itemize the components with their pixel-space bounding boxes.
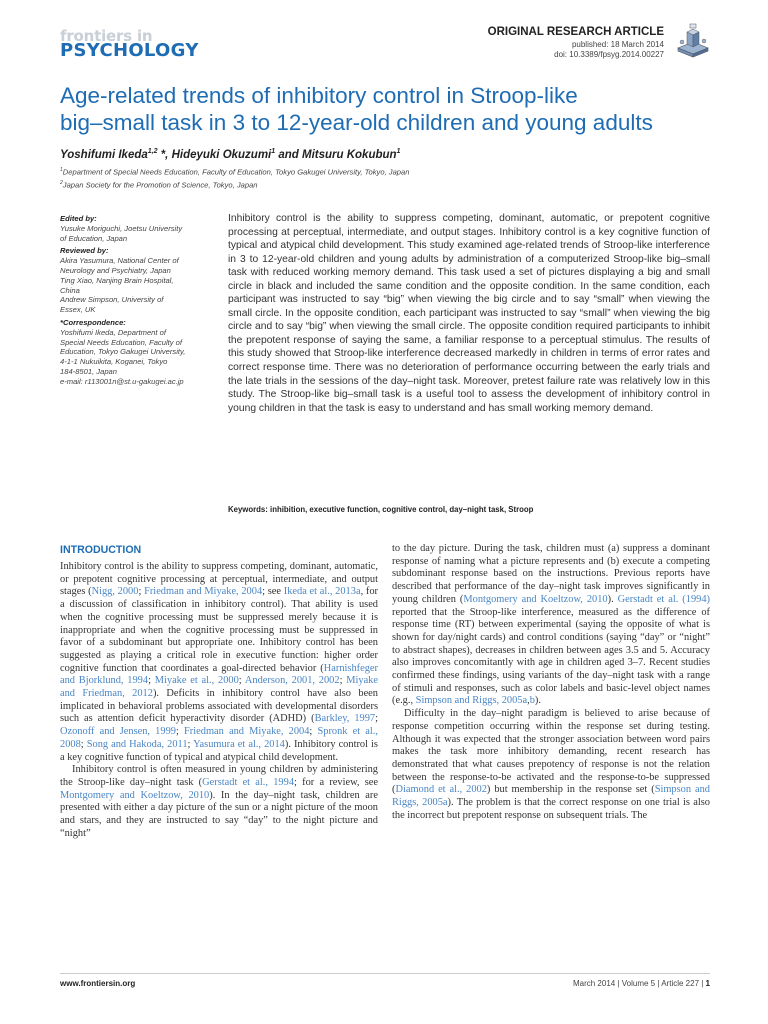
- page-number: 1: [705, 979, 710, 988]
- article-type: ORIGINAL RESEARCH ARTICLE: [487, 26, 664, 38]
- affiliation-2-text: Japan Society for the Promotion of Science, Tokyo, Japan: [62, 180, 258, 190]
- title-line-2: big–small task in 3 to 12-year-old children and young adults: [60, 110, 653, 135]
- abstract-text: Inhibitory control is the ability to suppress competing, dominant, automatic, or prepotent cognitive processing at perceptual, intermediate, and output stages. Inhibitory control is a key cognitive function of typical and atypical child development. This study examined age-related trends of Stroop-like interference in 3 to 12-year-old children and young adults by administration of a computerized Stroop-like big–small task with reduced working memory demand. This task used a set of pictures displaying a big and small circle in black and included the same condition and the opposite condition. In the same condition, each participant was instructed to say “big” when viewing the big circle and to say “small” when viewing the small circle. In the opposite condition, each participant was instructed to say “small” when viewing the big circle and to say “big” when viewing the small circle. The opposite condition required participants to inhibit the prepotent response of saying the same, a familiar response to a perceptual stimulus. The results of this study showed that Stroop-like interference decreased markedly in children in terms of error rates and correct response time. There was no deterioration of performance occurring between the early trials and the late trials in the sessions of the day–night task. Moreover, pretest failure rate was relatively low in this study. The Stroop-like big–small task is a useful tool to assess the development of inhibitory control in young children in that the task is easy to understand and has small working memory demand.: [228, 213, 710, 414]
- editor-line: Yusuke Moriguchi, Joetsu University: [60, 223, 183, 233]
- affiliation-1-num: 1: [60, 167, 63, 173]
- citation-link[interactable]: Yasumura et al., 2014: [193, 738, 285, 750]
- journal-logo-name: PSYCHOLOGY: [60, 40, 199, 61]
- keywords: Keywords: inhibition, executive function, cognitive control, day–night task, Stroop: [228, 505, 534, 514]
- editor-line: of Education, Japan: [60, 233, 128, 243]
- citation-link[interactable]: Montgomery and Koeltzow, 2010: [463, 593, 608, 605]
- reviewer-line: Andrew Simpson, University of: [60, 295, 164, 305]
- body-column-left: [60, 561, 378, 840]
- correspondence-line: 4-1-1 Nukuikita, Koganei, Tokyo: [60, 357, 168, 367]
- citation-link[interactable]: Diamond et al., 2002: [395, 784, 487, 796]
- article-title: [60, 82, 720, 136]
- publication-info: [554, 40, 664, 60]
- author-ikeda[interactable]: Yoshifumi Ikeda: [60, 148, 148, 161]
- citation-link[interactable]: Anderson, 2001, 2002: [244, 675, 340, 687]
- paragraph: Inhibitory control is often measured in young children by administering the Stroop-like day–night task (Gerstadt et al., 1994; for a review, see Montgomery and Koeltzow, 2010). In the day–night task, children are presented with either a day picture of the sun or a night picture of the moon and stars, and they are instructed to say “day” to the night picture and “night”: [60, 764, 379, 839]
- doi: doi: 10.3389/fpsyg.2014.00227: [554, 50, 664, 59]
- citation-link[interactable]: Montgomery and Koeltzow, 2010: [60, 789, 210, 801]
- citation-link[interactable]: Friedman and Miyake, 2004: [184, 726, 310, 738]
- citation-link[interactable]: Miyake and Friedman, 2012: [60, 675, 378, 700]
- footer-divider: [60, 973, 710, 974]
- citation-link[interactable]: Ikeda et al., 2013a: [283, 586, 361, 598]
- correspondence-email[interactable]: e-mail: r113001n@st.u-gakugei.ac.jp: [60, 376, 184, 386]
- citation-link[interactable]: Barkley, 1997: [314, 713, 376, 725]
- journal-cube-icon: [674, 22, 712, 58]
- corresponding-mark: *,: [157, 148, 172, 161]
- title-line-1: Age-related trends of inhibitory control in Stroop-like: [60, 83, 578, 108]
- correspondence-line: 184-8501, Japan: [60, 366, 118, 376]
- affiliation-1-text: Department of Special Needs Education, Faculty of Education, Tokyo Gakugei University, Tokyo, Japan: [62, 167, 410, 177]
- citation-link[interactable]: Gerstadt et al. (1994): [617, 593, 710, 605]
- author-ikeda-affil: 1,2: [147, 148, 158, 155]
- paragraph: Inhibitory control is the ability to suppress competing, dominant, automatic, or prepotent cognitive processing at perceptual, intermediate, and output stages (Nigg, 2000; Friedman and Miyake, 2004; see Ikeda et al., 2013a, for a discussion of classification in inhibitory control). That ability is used when the cognitive processing must be suppressed merely because it is inappropriate and when the cognitive processing must be suppressed in favor of a subdominant but appropriate one. Inhibitory control has been suggested as playing a critical role in executive function: higher order cognitive function that coordinates a goal-directed behavior (Harnishfeger and Bjorklund, 1994; Miyake et al., 2000; Anderson, 2001, 2002; Miyake and Friedman, 2012). Deficits in inhibitory control have also been implicated in behavioral problems associated with developmental disorders such as attention deficit hyperactivity disorder (ADHD) (Barkley, 1997; Ozonoff and Jensen, 1999; Friedman and Miyake, 2004; Spronk et al., 2008; Song and Hakoda, 2011; Yasumura et al., 2014). Inhibitory control is a key cognitive function of typical and atypical child development.: [60, 561, 379, 763]
- citation-link[interactable]: Song and Hakoda, 2011: [86, 738, 188, 750]
- affiliation-1: [60, 167, 409, 177]
- reviewer-line: China: [60, 285, 80, 295]
- reviewer-line: Akira Yasumura, National Center of: [60, 256, 179, 266]
- reviewer-line: Neurology and Psychiatry, Japan: [60, 265, 171, 275]
- citation-link[interactable]: Simpson and Riggs, 2005a: [392, 784, 710, 809]
- citation-link[interactable]: Simpson and Riggs, 2005a: [415, 695, 528, 707]
- author-list: [60, 148, 400, 161]
- footer-volume: Volume 5: [621, 979, 656, 988]
- author-okuzumi[interactable]: Hideyuki Okuzumi: [171, 148, 272, 161]
- author-kokubun[interactable]: Mitsuru Kokubun: [302, 148, 397, 161]
- footer-article: Article 227: [661, 979, 700, 988]
- footer-website-link[interactable]: www.frontiersin.org: [60, 979, 136, 988]
- citation-link[interactable]: b: [529, 695, 535, 707]
- author-kokubun-affil: 1: [396, 148, 401, 155]
- citation-link[interactable]: Gerstadt et al., 1994: [202, 776, 295, 788]
- citation-link[interactable]: Spronk et al., 2008: [60, 726, 378, 750]
- footer-citation: March 2014 | Volume 5 | Article 227 | 1: [572, 979, 710, 988]
- correspondence-line: Yoshifumi Ikeda, Department of: [60, 327, 166, 337]
- paragraph: Difficulty in the day–night paradigm is believed to arise because of response competition occurring within the response set during testing. Although it was expected that the stronger association between word pairs makes the task more inhibitory demanding, recent research has demonstrated that what causes prepotency of response is not the relation between the response-to-be activated and the response-to-be suppressed (Diamond et al., 2002) but membership in the response set (Simpson and Riggs, 2005a). The problem is that the correct response on one trial is also the incorrect but prepotent response on subsequent trials. The: [392, 708, 710, 821]
- citation-link[interactable]: Nigg, 2000: [91, 586, 139, 598]
- editorial-sidebar: [60, 214, 210, 390]
- paragraph: to the day picture. During the task, children must (a) suppress a dominant response of naming what a picture represents and (b) execute a competing subdominant response based on the instructions. Previous reports have described that performance of the day–night task improves significantly in young children (Montgomery and Koeltzow, 2010). Gerstadt et al. (1994) reported that the Stroop-like interference, measured as the difference of response time (RT) between experimental (saying the opposite of what is shown for day/night cards) and control conditions (saying “day” or “night” to abstract shapes), decreases in children between ages 3.5 and 5. Accuracy also improves concomitantly with age in children aged 3–7. Recent studies confirmed these findings, using variants of the day–night task with a range of stimuli and responses, such as color labels and basic-level object names (e.g., Simpson and Riggs, 2005a,b).: [392, 543, 710, 707]
- affiliation-2: [60, 180, 258, 190]
- citation-link[interactable]: Miyake et al., 2000: [154, 675, 239, 687]
- author-separator: and: [275, 148, 302, 161]
- published-date: published: 18 March 2014: [571, 40, 664, 49]
- citation-link[interactable]: Friedman and Miyake, 2004: [144, 586, 263, 598]
- citation-link[interactable]: Harnishfeger and Bjorklund, 1994: [60, 662, 378, 687]
- edited-by-heading: Edited by:: [60, 214, 97, 223]
- reviewed-by-heading: Reviewed by:: [60, 246, 109, 256]
- reviewer-line: Essex, UK: [60, 305, 96, 315]
- author-okuzumi-affil: 1: [271, 148, 276, 155]
- affiliation-2-num: 2: [60, 180, 63, 186]
- journal-logo-prefix: frontiers in: [60, 27, 153, 45]
- correspondence-line: Special Needs Education, Faculty of: [60, 337, 182, 347]
- footer-date: March 2014: [572, 979, 616, 988]
- section-heading-introduction: INTRODUCTION: [60, 544, 142, 556]
- correspondence-heading: *Correspondence:: [60, 317, 126, 327]
- citation-link[interactable]: Ozonoff and Jensen, 1999: [60, 726, 176, 738]
- body-column-right: [392, 543, 710, 822]
- correspondence-line: Education, Tokyo Gakugei University,: [60, 347, 186, 357]
- reviewer-line: Ting Xiao, Nanjing Brain Hospital,: [60, 275, 174, 285]
